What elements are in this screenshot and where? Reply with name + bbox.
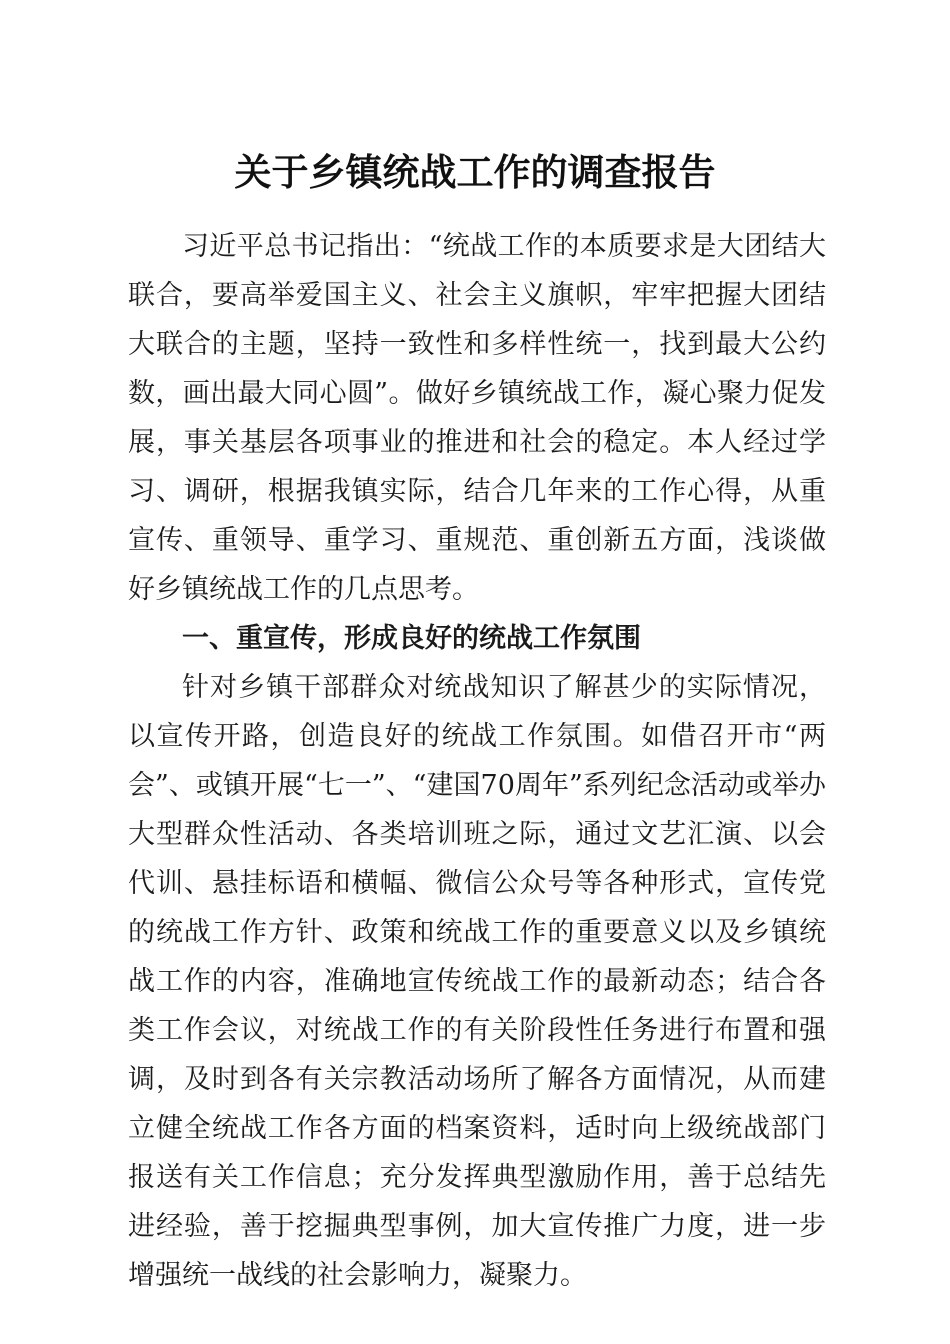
document-body [128,222,826,1300]
document-title: 关于乡镇统战工作的调查报告 [234,150,716,194]
intro-paragraph: 习近平总书记指出：“统战工作的本质要求是大团结大联合，要高举爱国主义、社会主义旗帜，牢牢把握大团结大联合的主题，坚持一致性和多样性统一，找到最大公约数，画出最大同心圆”。做好乡镇统战工作，凝心聚力促发展，事关基层各项事业的推进和社会的稳定。本人经过学习、调研，根据我镇实际，结合几年来的工作心得，从重宣传、重领导、重学习、重规范、重创新五方面，浅谈做好乡镇统战工作的几点思考。 [128,231,826,605]
section-heading: 一、重宣传，形成良好的统战工作氛围 [182,623,641,654]
section-paragraph: 针对乡镇干部群众对统战知识了解甚少的实际情况，以宣传开路，创造良好的统战工作氛围。如借召开市“两会”、或镇开展“七一”、“建国70周年”系列纪念活动或举办大型群众性活动、各类培训班之际，通过文艺汇演、以会代训、悬挂标语和横幅、微信公众号等各种形式，宣传党的统战工作方针、政策和统战工作的重要意义以及乡镇统战工作的内容，准确地宣传统战工作的最新动态；结合各类工作会议，对统战工作的有关阶段性任务进行布置和强调，及时到各有关宗教活动场所了解各方面情况，从而建立健全统战工作各方面的档案资料，适时向上级统战部门报送有关工作信息；充分发挥典型激励作用，善于总结先进经验，善于挖掘典型事例，加大宣传推广力度，进一步增强统一战线的社会影响力，凝聚力。 [128,672,826,1291]
